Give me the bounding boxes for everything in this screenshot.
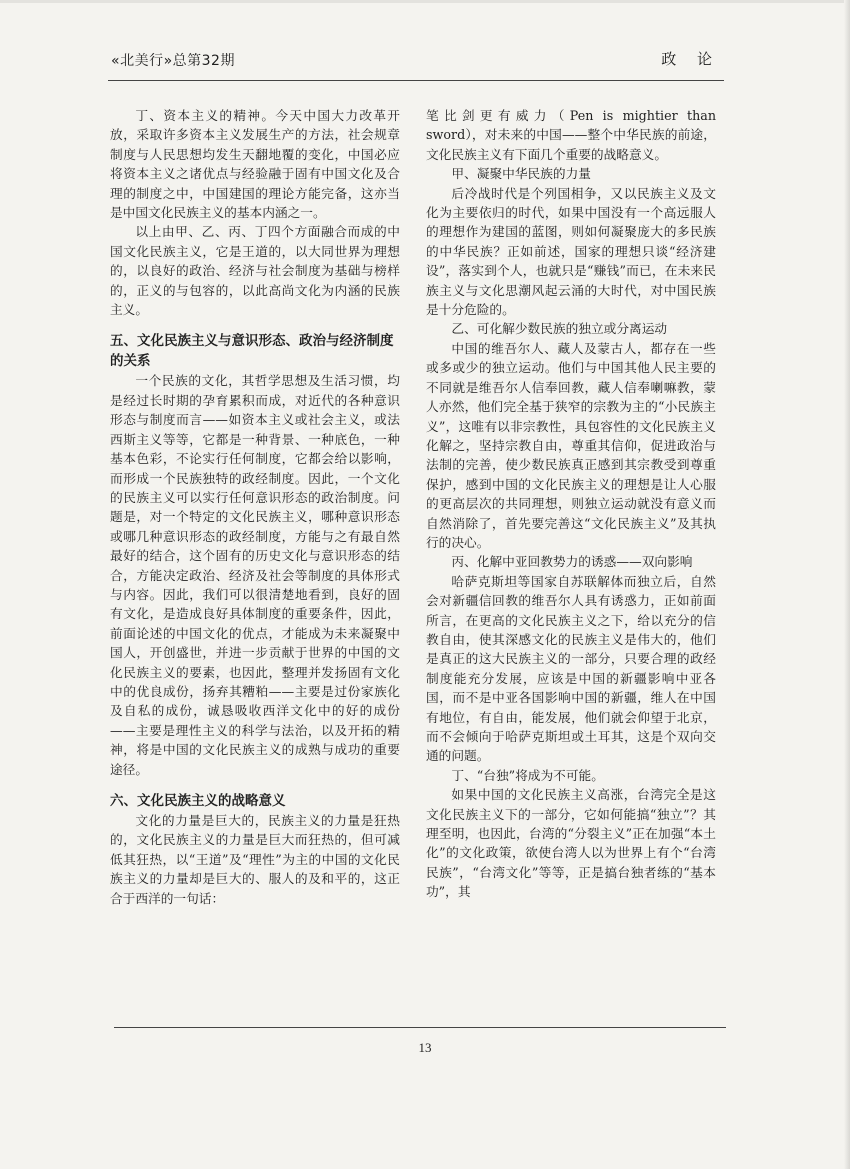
spacer [110, 319, 400, 331]
paragraph-summary: 以上由甲、乙、丙、丁四个方面融合而成的中国文化民族主义，它是王道的，以大同世界为理想的，以良好的政治、经济与社会制度为基础与榜样的，正义的与包容的，以此高尚文化为内涵的民族主义。 [110, 224, 400, 318]
paragraph-capitalism-spirit: 丁、资本主义的精神。今天中国大力改革开放，采取许多资本主义发展生产的方法，社会规章制度与人民思想均发生天翻地覆的变化，中国必应将资本主义之诸优点与经验融于固有中国文化及合理的制度之中，中国建国的理论方能完备，这亦当是中国文化民族主义的基本内涵之一。 [110, 108, 400, 221]
right-column [426, 106, 716, 902]
subheading-c: 丙、化解中亚回教势力的诱惑——双向影响 [451, 554, 693, 570]
paragraph-strategic-power: 文化的力量是巨大的，民族主义的力量是狂热的，文化民族主义的力量是巨大而狂热的，但可减低其狂热，以“王道”及“理性”为主的中国的文化民族主义的力量却是巨大的、服人的及和平的，这正合于西洋的一句话： [110, 813, 400, 906]
paragraph-minorities: 中国的维吾尔人、藏人及蒙古人，都存在一些或多或少的独立运动。他们与中国其他人民主要的不同就是维吾尔人信奉回教，藏人信奉喇嘛教，蒙人亦然，他们完全基于狭窄的宗教为主的“小民族主义”，这唯有以非宗教性，具包容性的文化民族主义化解之，坚持宗教自由，尊重其信仰，促进政治与法制的完善，使少数民族真正感到其宗教受到尊重保护，感到中国的文化民族主义的理想是让人心服的更高层次的共同理想，则独立运动就没有意义而自然消除了，首先要完善这“文化民族主义”及其执行的决心。 [426, 340, 716, 550]
header-divider [108, 80, 724, 81]
footer-divider [114, 1027, 726, 1028]
paragraph-pen-mightier: 笔比剑更有威力（Pen is mightier than sword），对未来的中国——整个中华民族的前途，文化民族主义有下面几个重要的战略意义。 [426, 108, 716, 162]
paragraph-ideology: 一个民族的文化，其哲学思想及生活习惯，均是经过长时期的孕育累积而成，对近代的各种意识形态与制度而言——如资本主义或社会主义，或法西斯主义等等，它都是一种背景、一种底色，一种基本色彩，不论实行任何制度，它都会给以影响，而形成一个民族独特的政经制度。因此，一个文化的民族主义可以实行任何意识形态的政治制度。问题是，对一个特定的文化民族主义，哪种意识形态或哪几种意识形态的政经制度，方能与之有最自然最好的结合，这个固有的历史文化与意识形态的结合，方能决定政治、经济及社会等制度的具体形式与内容。因此，我们可以很清楚地看到，良好的固有文化，是造成良好具体制度的重要条件，因此，前面论述的中国文化的优点，才能成为未来凝聚中国人，开创盛世，并进一步贡献于世界的中国的文化民族主义的要素，也因此，整理并发扬固有文化中的优良成份，扬弃其糟粕——主要是过份家族化及自私的成份，诚恳吸收西洋文化中的好的成份——主要是理性主义的科学与法治，以及开拓的精神，将是中国的文化民族主义的成熟与成功的重要途径。 [110, 373, 400, 777]
section-5-title: 五、文化民族主义与意识形态、政治与经济制度的关系 [110, 333, 394, 370]
page-top-edge [0, 0, 850, 3]
subheading-b: 乙、可化解少数民族的独立或分离运动 [451, 321, 668, 337]
paragraph-post-cold-war: 后冷战时代是个列国相争，又以民族主义及文化为主要依归的时代，如果中国没有一个高远服人的理想作为建国的蓝图，则如何凝聚庞大的多民族的中华民族？正如前述，国家的理想只谈“经济建设”，落实到个人，也就只是“赚钱”而已，在未来民族主义与文化思潮风起云涌的大时代，对中国民族是十分危险的。 [426, 185, 716, 318]
subheading-a: 甲、凝聚中华民族的力量 [451, 166, 591, 182]
paragraph-taiwan: 如果中国的文化民族主义高涨，台湾完全是这文化民族主义下的一部分，它如何能搞“独立”？其理至明，也因此，台湾的“分裂主义”正在加强“本土化”的文化政策，欲使台湾人以为世界上有个“台湾民族”，“台湾文化”等等，正是搞台独者练的“基本功”，其 [426, 787, 716, 900]
paragraph-central-asia: 哈萨克斯坦等国家自苏联解体而独立后，自然会对新疆信回教的维吾尔人具有诱惑力，正如前面所言，在更高的文化民族主义之下，给以充分的信教自由，使其深感文化的民族主义是伟大的，他们是真正的这大民族主义的一部分，只要合理的政经制度能充分发展，应该是中国的新疆影响中亚各国，而不是中亚各国影响中国的新疆，维人在中国有地位，有自由，能发展，他们就会仰望于北京，而不会倾向于哈萨克斯坦或土耳其，这是个双向交通的问题。 [426, 573, 716, 764]
spacer [110, 779, 400, 791]
section-6-title: 六、文化民族主义的战略意义 [110, 793, 286, 809]
page-number: 13 [418, 1040, 432, 1055]
publication-header: «北美行»总第32期 [111, 53, 235, 69]
page-right-edge [844, 0, 850, 1169]
subheading-d: 丁、“台独”将成为不可能。 [451, 767, 604, 783]
left-column [110, 106, 400, 908]
section-header: 政 论 [661, 50, 720, 68]
